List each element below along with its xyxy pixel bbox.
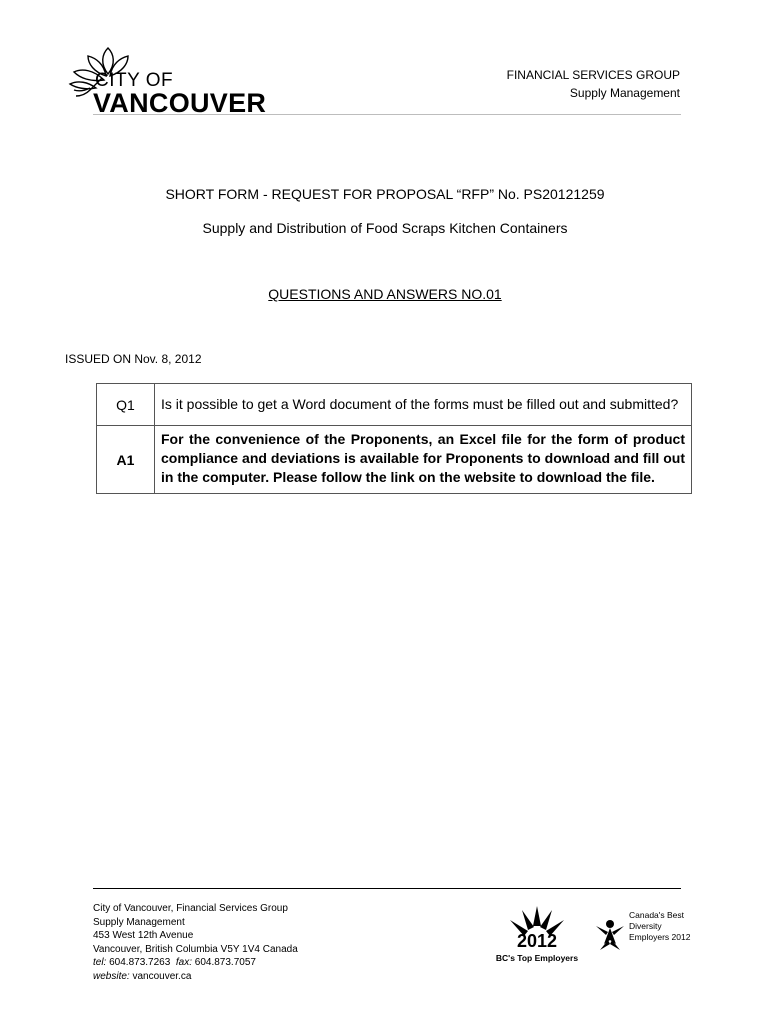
footer-address <box>93 902 298 983</box>
bc-badge-year: 2012 <box>516 931 558 951</box>
bc-top-employers-badge <box>496 906 578 963</box>
issued-date: ISSUED ON Nov. 8, 2012 <box>65 352 202 366</box>
canada-diversity-badge <box>596 910 691 950</box>
section-title <box>0 286 770 302</box>
fax-number: 604.873.7057 <box>194 957 256 968</box>
rfp-title: SHORT FORM - REQUEST FOR PROPOSAL “RFP” No. PS20121259 <box>165 186 605 202</box>
section-title-text: QUESTIONS AND ANSWERS NO.01 <box>268 286 502 302</box>
table-row <box>97 384 692 426</box>
answer-label: A1 <box>97 426 155 494</box>
award-badges <box>492 900 692 968</box>
dept-line1: FINANCIAL SERVICES GROUP <box>506 68 680 82</box>
footer-line4: Vancouver, British Columbia V5Y 1V4 Canada <box>93 943 298 955</box>
tel-number: 604.873.7263 <box>109 957 171 968</box>
footer-website <box>93 970 298 984</box>
qa-table <box>96 383 692 494</box>
footer-line2: Supply Management <box>93 916 185 928</box>
dept-line2: Supply Management <box>569 86 680 100</box>
rfp-subtitle: Supply and Distribution of Food Scraps Kitchen Containers <box>202 220 568 236</box>
table-row <box>97 426 692 494</box>
bc-badge-label: BC's Top Employers <box>495 953 579 963</box>
website-label: website: <box>93 970 130 982</box>
question-label: Q1 <box>97 384 155 426</box>
tel-label: tel: <box>93 957 107 968</box>
answer-text: For the convenience of the Proponents, an Excel file for the form of product compliance and deviations is available for Proponents to download and fill out in the computer. Please follow the link on the website to download the file. <box>155 426 692 494</box>
fax-label: fax: <box>175 957 192 968</box>
canada-badge-line3: Employers 2012 <box>629 932 691 942</box>
department-header <box>507 66 680 102</box>
footer-line3: 453 West 12th Avenue <box>93 930 194 941</box>
question-text: Is it possible to get a Word document of the forms must be filled out and submitted? <box>155 384 692 426</box>
footer-phone <box>93 956 298 970</box>
canada-badge-line2: Diversity <box>629 921 662 931</box>
footer-rule <box>93 888 681 889</box>
footer-line1: City of Vancouver, Financial Services Group <box>93 903 288 914</box>
canada-badge-line1: Canada's Best <box>629 910 685 920</box>
logo-city-of: CITY OF <box>95 70 174 91</box>
maple-figure-icon <box>596 920 624 950</box>
website-link[interactable]: vancouver.ca <box>132 970 192 982</box>
logo-vancouver: VANCOUVER <box>93 88 267 118</box>
header-rule <box>93 114 681 115</box>
